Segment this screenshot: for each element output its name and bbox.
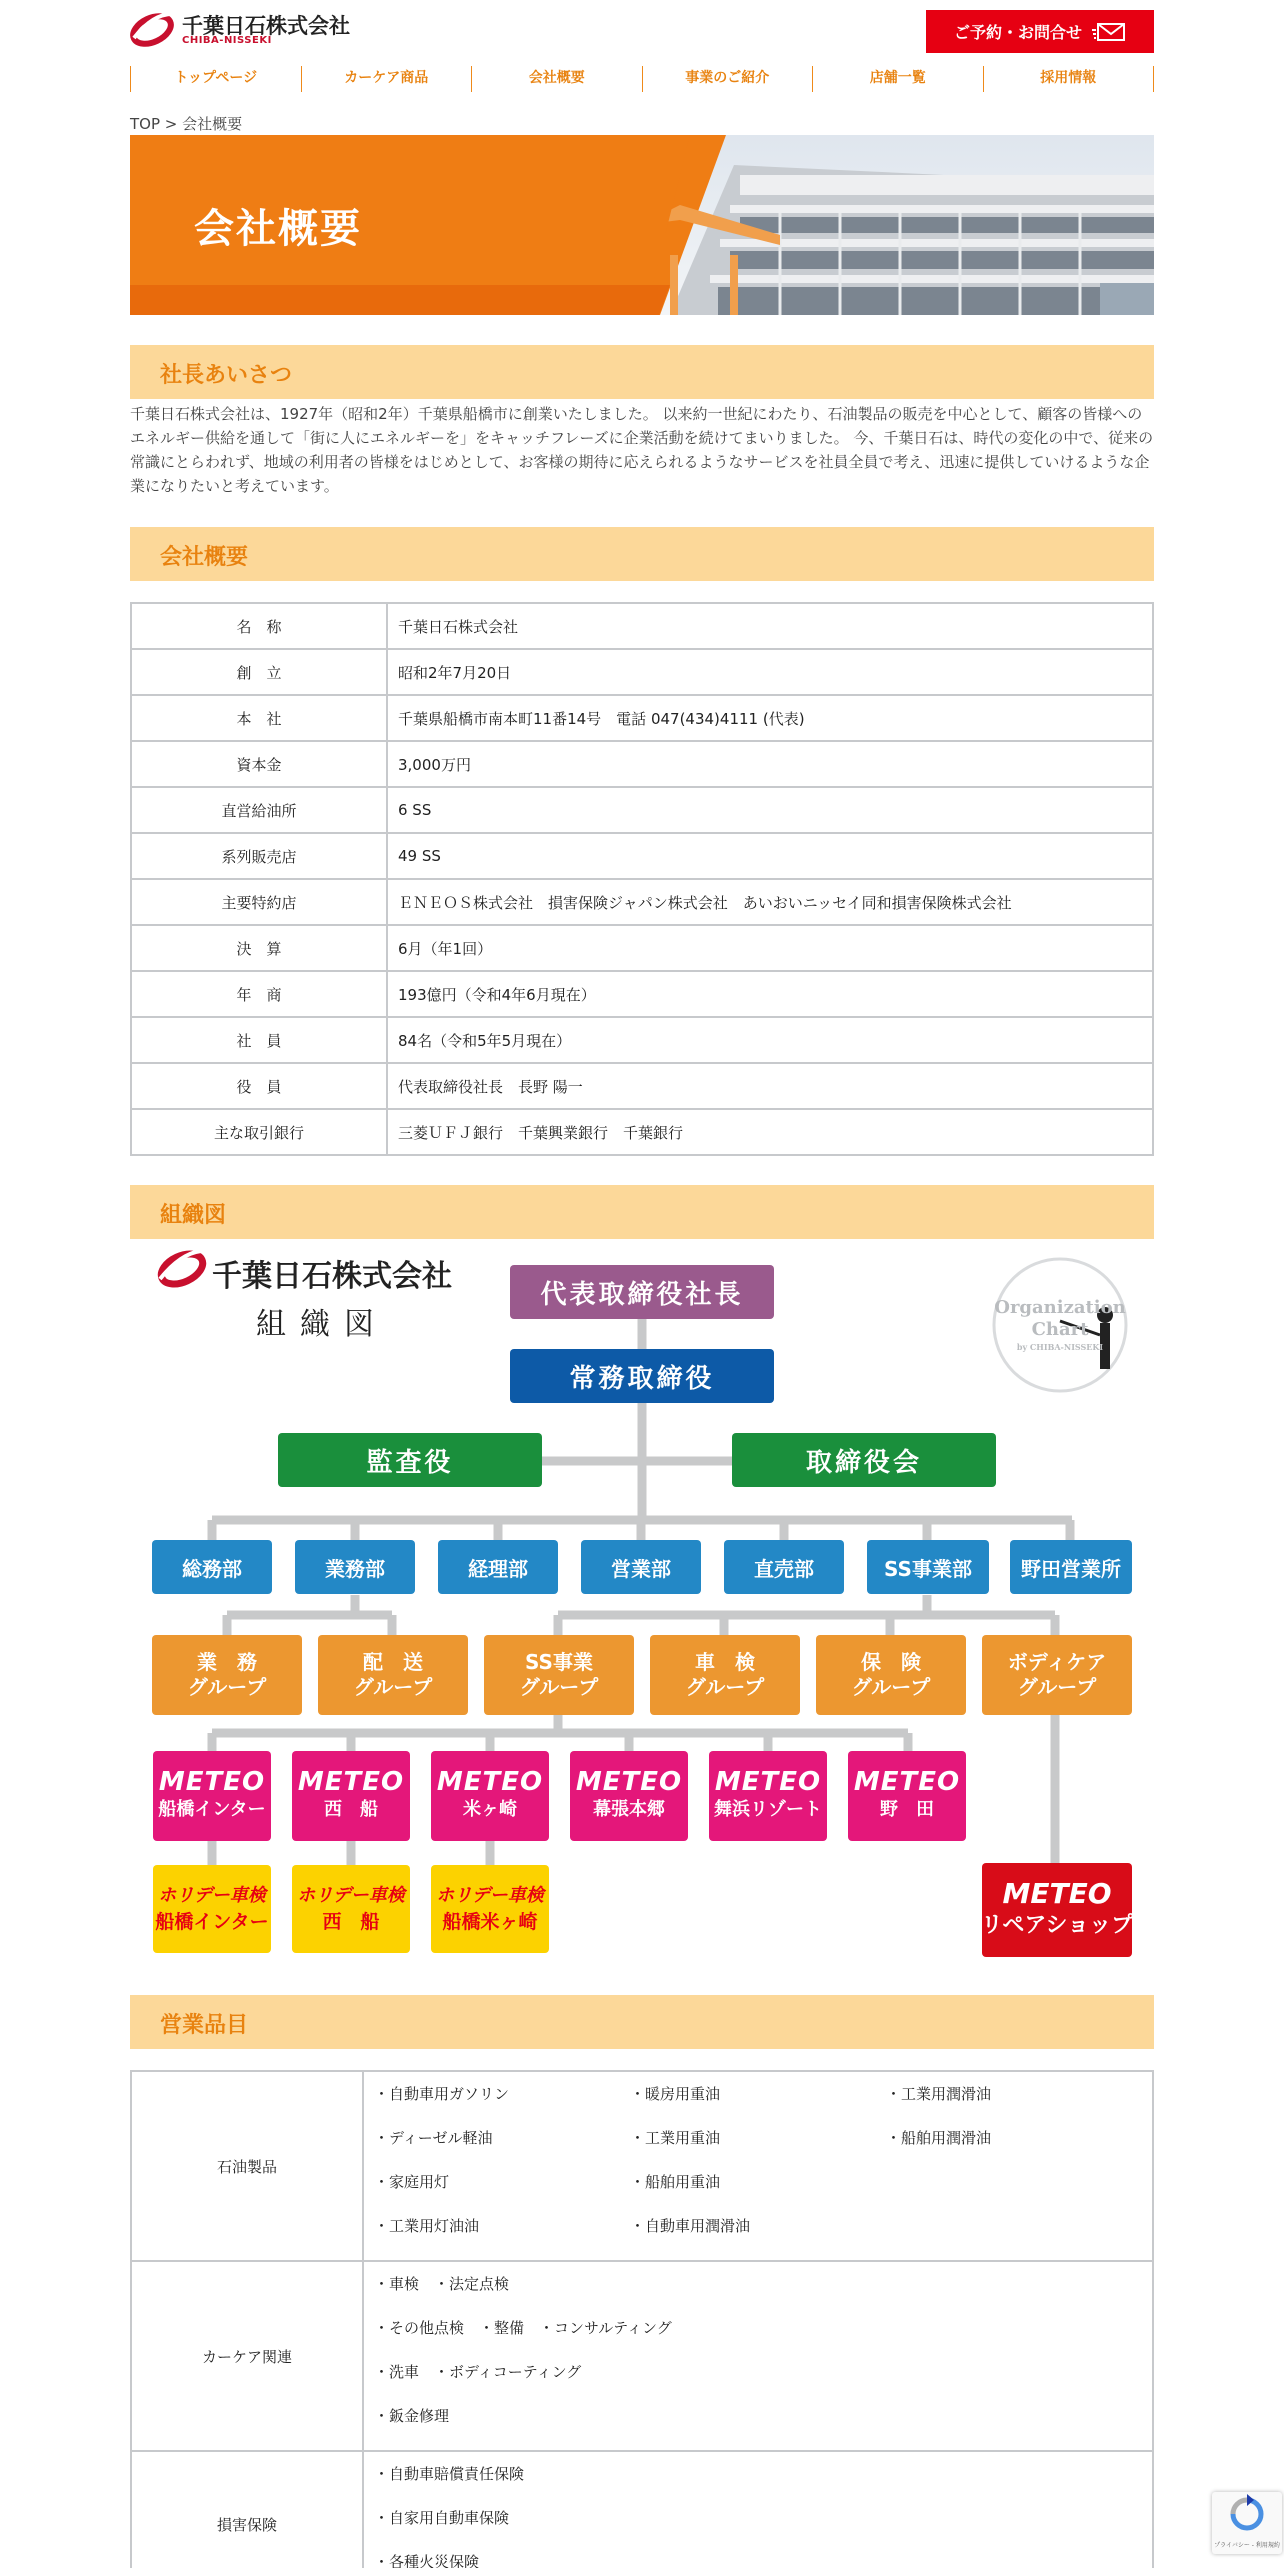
group-line1: SS事業 <box>525 1650 593 1674</box>
row-key: 資本金 <box>131 741 387 787</box>
org-chart-badge-text <box>990 1297 1130 1353</box>
list-item <box>886 2208 1142 2252</box>
company-heading <box>130 527 1154 581</box>
station-name: 幕張本郷 <box>593 1799 665 1820</box>
page-banner <box>130 135 1154 315</box>
greeting-heading-text: 社長あいさつ <box>160 363 293 388</box>
group-line1: 業 務 <box>197 1650 257 1674</box>
group-line1: 車 検 <box>695 1650 755 1674</box>
meteo-brand: METEO <box>436 1767 544 1797</box>
row-value: 千葉県船橋市南本町11番14号 電話 047(434)4111 (代表) <box>387 695 1153 741</box>
list-item: ・ディーゼル軽油 <box>374 2129 493 2147</box>
list-item: ・その他点検 ・整備 ・コンサルティング <box>374 2319 672 2337</box>
list-item: ・車検 ・法定点検 <box>374 2275 510 2293</box>
badge-line3: by CHIBA-NISSEKI <box>1016 1342 1104 1352</box>
dept-operations: 業務部 <box>295 1540 415 1594</box>
station-name: 野 田 <box>880 1799 934 1820</box>
breadcrumb <box>130 113 1154 134</box>
table-row <box>131 833 1153 879</box>
holiday-funabashi-yonegasaki <box>431 1865 549 1953</box>
greeting-body: 千葉日石株式会社は、1927年（昭和2年）千葉県船橋市に創業いたしました。 以来約一世紀にわたり、石油製品の販売を中心として、顧客の皆様へのエネルギー供給を通して「街に人にエネルギーを」をキャッチフレーズに企業活動を続けてまいりました。 今、千葉日石は、時代の変化の中で、従来の常識にとらわれず、地域の利用者の皆様をはじめとして、お客様の期待に応えられるようなサービスを社員全員で考え、迅速に提供していけるような企業になりたいと考えています。 <box>130 405 1154 495</box>
category-items <box>363 2451 1153 2568</box>
org-logo-swoosh-icon <box>156 1245 210 1289</box>
holiday-brand: ホリデー車検 <box>158 1885 266 1906</box>
holiday-name: 船橋米ヶ崎 <box>442 1911 538 1933</box>
greeting-heading <box>130 345 1154 399</box>
org-heading <box>130 1185 1154 1239</box>
dept-accounting: 経理部 <box>438 1540 558 1594</box>
site-header <box>130 0 1154 64</box>
group-line2: グループ <box>685 1675 765 1699</box>
group-insurance <box>816 1635 966 1715</box>
group-bodycare <box>982 1635 1132 1715</box>
row-key: 本 社 <box>131 695 387 741</box>
row-key: 決 算 <box>131 925 387 971</box>
badge-line2: Chart <box>1031 1319 1089 1340</box>
station-funabashi-inter <box>153 1751 271 1841</box>
table-row <box>131 1063 1153 1109</box>
org-president: 代表取締役社長 <box>510 1265 774 1319</box>
products-heading-text: 営業品目 <box>160 2013 249 2038</box>
group-line2: グループ <box>187 1675 267 1699</box>
list-item: ・工業用重油 <box>630 2129 721 2147</box>
row-value: 千葉日石株式会社 <box>387 603 1153 649</box>
table-row <box>131 1017 1153 1063</box>
table-row <box>131 695 1153 741</box>
nav-stores[interactable]: 店舗一覧 <box>813 66 984 92</box>
site-logo[interactable] <box>130 8 360 48</box>
org-logo <box>156 1245 452 1345</box>
holiday-nishifuna <box>292 1865 410 1953</box>
table-row <box>131 971 1153 1017</box>
station-name: 船橋インター <box>158 1799 266 1820</box>
nav-company[interactable]: 会社概要 <box>472 66 643 92</box>
holiday-name: 西 船 <box>322 1911 380 1933</box>
list-item: ・自動車用潤滑油 <box>630 2217 751 2235</box>
nav-recruit[interactable]: 採用情報 <box>984 66 1155 92</box>
table-row <box>131 649 1153 695</box>
list-item: ・洗車 ・ボディコーティング <box>374 2363 582 2381</box>
org-managing-director: 常務取締役 <box>510 1349 774 1403</box>
group-line2: グループ <box>851 1675 931 1699</box>
group-delivery <box>318 1635 468 1715</box>
holiday-name: 船橋インター <box>155 1911 269 1933</box>
row-key: 社 員 <box>131 1017 387 1063</box>
badge-line1: Organization <box>994 1297 1126 1318</box>
products-table <box>130 2070 1154 2568</box>
row-key: 直営給油所 <box>131 787 387 833</box>
holiday-brand: ホリデー車検 <box>297 1885 405 1906</box>
logo-name: 千葉日石株式会社 <box>182 14 350 38</box>
list-item: ・工業用潤滑油 <box>886 2085 992 2103</box>
category-name: 石油製品 <box>131 2071 363 2261</box>
meteo-brand: METEO <box>714 1767 822 1797</box>
mail-icon <box>1092 22 1126 42</box>
holiday-funabashi-inter <box>153 1865 271 1953</box>
global-nav <box>130 66 1154 92</box>
logo-subtitle: CHIBA-NISSEKI <box>182 35 272 46</box>
row-value: 昭和2年7月20日 <box>387 649 1153 695</box>
group-operations <box>152 1635 302 1715</box>
list-item: ・鈑金修理 <box>374 2407 450 2425</box>
row-key: 名 称 <box>131 603 387 649</box>
row-value: 3,000万円 <box>387 741 1153 787</box>
products-heading <box>130 1995 1154 2049</box>
row-value: 193億円（令和4年6月現在） <box>387 971 1153 1017</box>
meteo-brand: METEO <box>1002 1877 1112 1910</box>
list-item: ・自動車用ガソリン <box>374 2085 510 2103</box>
breadcrumb-separator: > <box>160 115 183 133</box>
list-item <box>886 2164 1142 2208</box>
dept-ss-business: SS事業部 <box>867 1540 989 1594</box>
station-name: 西 船 <box>324 1799 378 1820</box>
org-chart <box>130 1245 1154 1965</box>
row-key: 主要特約店 <box>131 879 387 925</box>
table-row <box>131 2071 1153 2261</box>
station-name: 舞浜リゾート <box>714 1799 822 1820</box>
nav-carcare[interactable]: カーケア商品 <box>302 66 473 92</box>
station-makuhari-hongo <box>570 1751 688 1841</box>
row-value: ＥＮＥＯＳ株式会社 損害保険ジャパン株式会社 あいおいニッセイ同和損害保険株式会社 <box>387 879 1153 925</box>
group-line2: グループ <box>1017 1675 1097 1699</box>
row-key: 系列販売店 <box>131 833 387 879</box>
contact-label: ご予約・お問合せ <box>953 23 1082 42</box>
org-logo-subtitle: 組織図 <box>256 1307 388 1342</box>
contact-button[interactable] <box>926 10 1154 53</box>
dept-sales: 営業部 <box>581 1540 701 1594</box>
group-line1: 配 送 <box>363 1650 423 1674</box>
nav-business[interactable]: 事業のご紹介 <box>643 66 814 92</box>
row-value: 6月（年1回） <box>387 925 1153 971</box>
station-yonegasaki <box>431 1751 549 1841</box>
table-row <box>131 2451 1153 2568</box>
meteo-repair-shop <box>982 1863 1132 1957</box>
row-value: 84名（令和5年5月現在） <box>387 1017 1153 1063</box>
company-heading-text: 会社概要 <box>160 545 249 570</box>
recaptcha-badge[interactable] <box>1212 2492 1282 2554</box>
list-item: ・各種火災保険 <box>374 2553 480 2568</box>
table-row <box>131 787 1153 833</box>
category-items <box>363 2261 1153 2451</box>
group-ss-business <box>484 1635 634 1715</box>
list-item: ・家庭用灯 <box>374 2173 450 2191</box>
row-value: 6 SS <box>387 787 1153 833</box>
holiday-brand: ホリデー車検 <box>436 1885 544 1906</box>
nav-top[interactable]: トップページ <box>131 66 302 92</box>
row-value: 49 SS <box>387 833 1153 879</box>
banner-stripe <box>130 285 670 315</box>
category-name: カーケア関連 <box>131 2261 363 2451</box>
org-board: 取締役会 <box>732 1433 996 1487</box>
org-auditor: 監査役 <box>278 1433 542 1487</box>
station-noda <box>848 1751 966 1841</box>
repair-shop-name: リペアショップ <box>980 1913 1134 1938</box>
station-maihama-resort <box>709 1751 827 1841</box>
list-item: ・船舶用重油 <box>630 2173 721 2191</box>
row-key: 役 員 <box>131 1063 387 1109</box>
table-row <box>131 741 1153 787</box>
category-items <box>363 2071 1153 2261</box>
meteo-brand: METEO <box>297 1767 405 1797</box>
station-name: 米ヶ崎 <box>463 1799 517 1820</box>
row-value: 三菱ＵＦＪ銀行 千葉興業銀行 千葉銀行 <box>387 1109 1153 1155</box>
list-item: ・自動車賠償責任保険 <box>374 2465 525 2483</box>
meteo-brand: METEO <box>853 1767 961 1797</box>
group-inspection <box>650 1635 800 1715</box>
meteo-brand: METEO <box>575 1767 683 1797</box>
table-row <box>131 925 1153 971</box>
station-nishifuna <box>292 1751 410 1841</box>
category-name: 損害保険 <box>131 2451 363 2568</box>
group-line2: グループ <box>519 1675 599 1699</box>
breadcrumb-current: 会社概要 <box>182 115 243 133</box>
row-key: 年 商 <box>131 971 387 1017</box>
table-row <box>131 1109 1153 1155</box>
group-line1: ボディケア <box>1007 1650 1107 1674</box>
group-line1: 保 険 <box>861 1650 921 1674</box>
row-key: 創 立 <box>131 649 387 695</box>
dept-general-affairs: 総務部 <box>152 1540 272 1594</box>
dept-noda-office: 野田営業所 <box>1010 1540 1132 1594</box>
list-item: ・暖房用重油 <box>630 2085 721 2103</box>
dept-direct-sales: 直売部 <box>724 1540 844 1594</box>
org-heading-text: 組織図 <box>160 1203 227 1228</box>
breadcrumb-home[interactable]: TOP <box>130 115 161 133</box>
list-item: ・自家用自動車保険 <box>374 2509 510 2527</box>
table-row <box>131 603 1153 649</box>
list-item: ・船舶用潤滑油 <box>886 2129 992 2147</box>
table-row <box>131 2261 1153 2451</box>
row-value: 代表取締役社長 長野 陽一 <box>387 1063 1153 1109</box>
page-title: 会社概要 <box>194 206 362 252</box>
list-item: ・工業用灯油油 <box>374 2217 480 2235</box>
recaptcha-icon <box>1212 2492 1282 2536</box>
logo-swoosh-icon <box>130 8 178 48</box>
recaptcha-links[interactable]: プライバシー - 利用規約 <box>1214 2542 1280 2549</box>
table-row <box>131 879 1153 925</box>
row-key: 主な取引銀行 <box>131 1109 387 1155</box>
meteo-brand: METEO <box>158 1767 266 1797</box>
org-logo-name: 千葉日石株式会社 <box>212 1259 452 1294</box>
company-table <box>130 602 1154 1156</box>
group-line2: グループ <box>353 1675 433 1699</box>
